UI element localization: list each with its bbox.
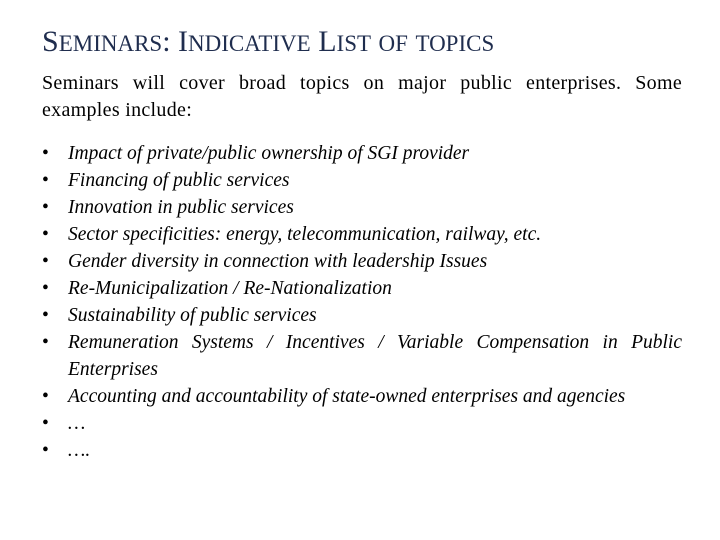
topic-list-item xyxy=(42,140,682,167)
title-smallcaps: NDICATIVE xyxy=(188,31,311,56)
topic-list-item xyxy=(42,194,682,221)
title-smallcaps: IST xyxy=(336,31,372,56)
topic-list-item xyxy=(42,410,682,437)
topic-text: Re-Municipalization / Re-Nationalization xyxy=(68,278,392,299)
topic-list-item xyxy=(42,248,682,275)
topic-text: Sustainability of public services xyxy=(68,305,317,326)
topic-list-item xyxy=(42,221,682,248)
topic-text: Remuneration Systems / Incentives / Variable Compensation in Public Enterprises xyxy=(68,332,682,380)
topic-text: … xyxy=(68,413,86,434)
bullet-icon: • xyxy=(42,440,49,461)
title-smallcaps: EMINARS xyxy=(58,31,163,56)
topic-list-item xyxy=(42,329,682,383)
title-initial: L xyxy=(318,25,337,58)
bullet-icon: • xyxy=(42,224,49,245)
slide-title xyxy=(42,22,494,64)
title-smallcaps: TOPICS xyxy=(415,31,495,56)
topic-list xyxy=(42,140,682,464)
topic-list-item xyxy=(42,383,682,410)
topic-list-item xyxy=(42,275,682,302)
bullet-icon: • xyxy=(42,143,49,164)
bullet-icon: • xyxy=(42,386,49,407)
topic-text: Impact of private/public ownership of SGI provider xyxy=(68,143,470,164)
topic-list-item xyxy=(42,302,682,329)
bullet-icon: • xyxy=(42,278,49,299)
title-initial: I xyxy=(178,25,189,58)
bullet-icon: • xyxy=(42,170,49,191)
bullet-icon: • xyxy=(42,251,49,272)
bullet-icon: • xyxy=(42,332,49,353)
topic-text: Innovation in public services xyxy=(68,197,294,218)
title-initial: S xyxy=(42,25,59,58)
topic-text: Sector specificities: energy, telecommunication, railway, etc. xyxy=(68,224,542,245)
topic-list-item xyxy=(42,167,682,194)
title-smallcaps: OF xyxy=(378,31,408,56)
topic-text: Accounting and accountability of state-owned enterprises and agencies xyxy=(68,386,626,407)
intro-paragraph: Seminars will cover broad topics on major public enterprises. Some examples include: xyxy=(42,72,682,121)
topic-text: Gender diversity in connection with leadership Issues xyxy=(68,251,488,272)
topic-text: …. xyxy=(68,440,91,461)
bullet-icon: • xyxy=(42,305,49,326)
topic-list-item xyxy=(42,437,682,464)
bullet-icon: • xyxy=(42,413,49,434)
title-colon: : xyxy=(162,25,171,58)
bullet-icon: • xyxy=(42,197,49,218)
topic-text: Financing of public services xyxy=(68,170,290,191)
